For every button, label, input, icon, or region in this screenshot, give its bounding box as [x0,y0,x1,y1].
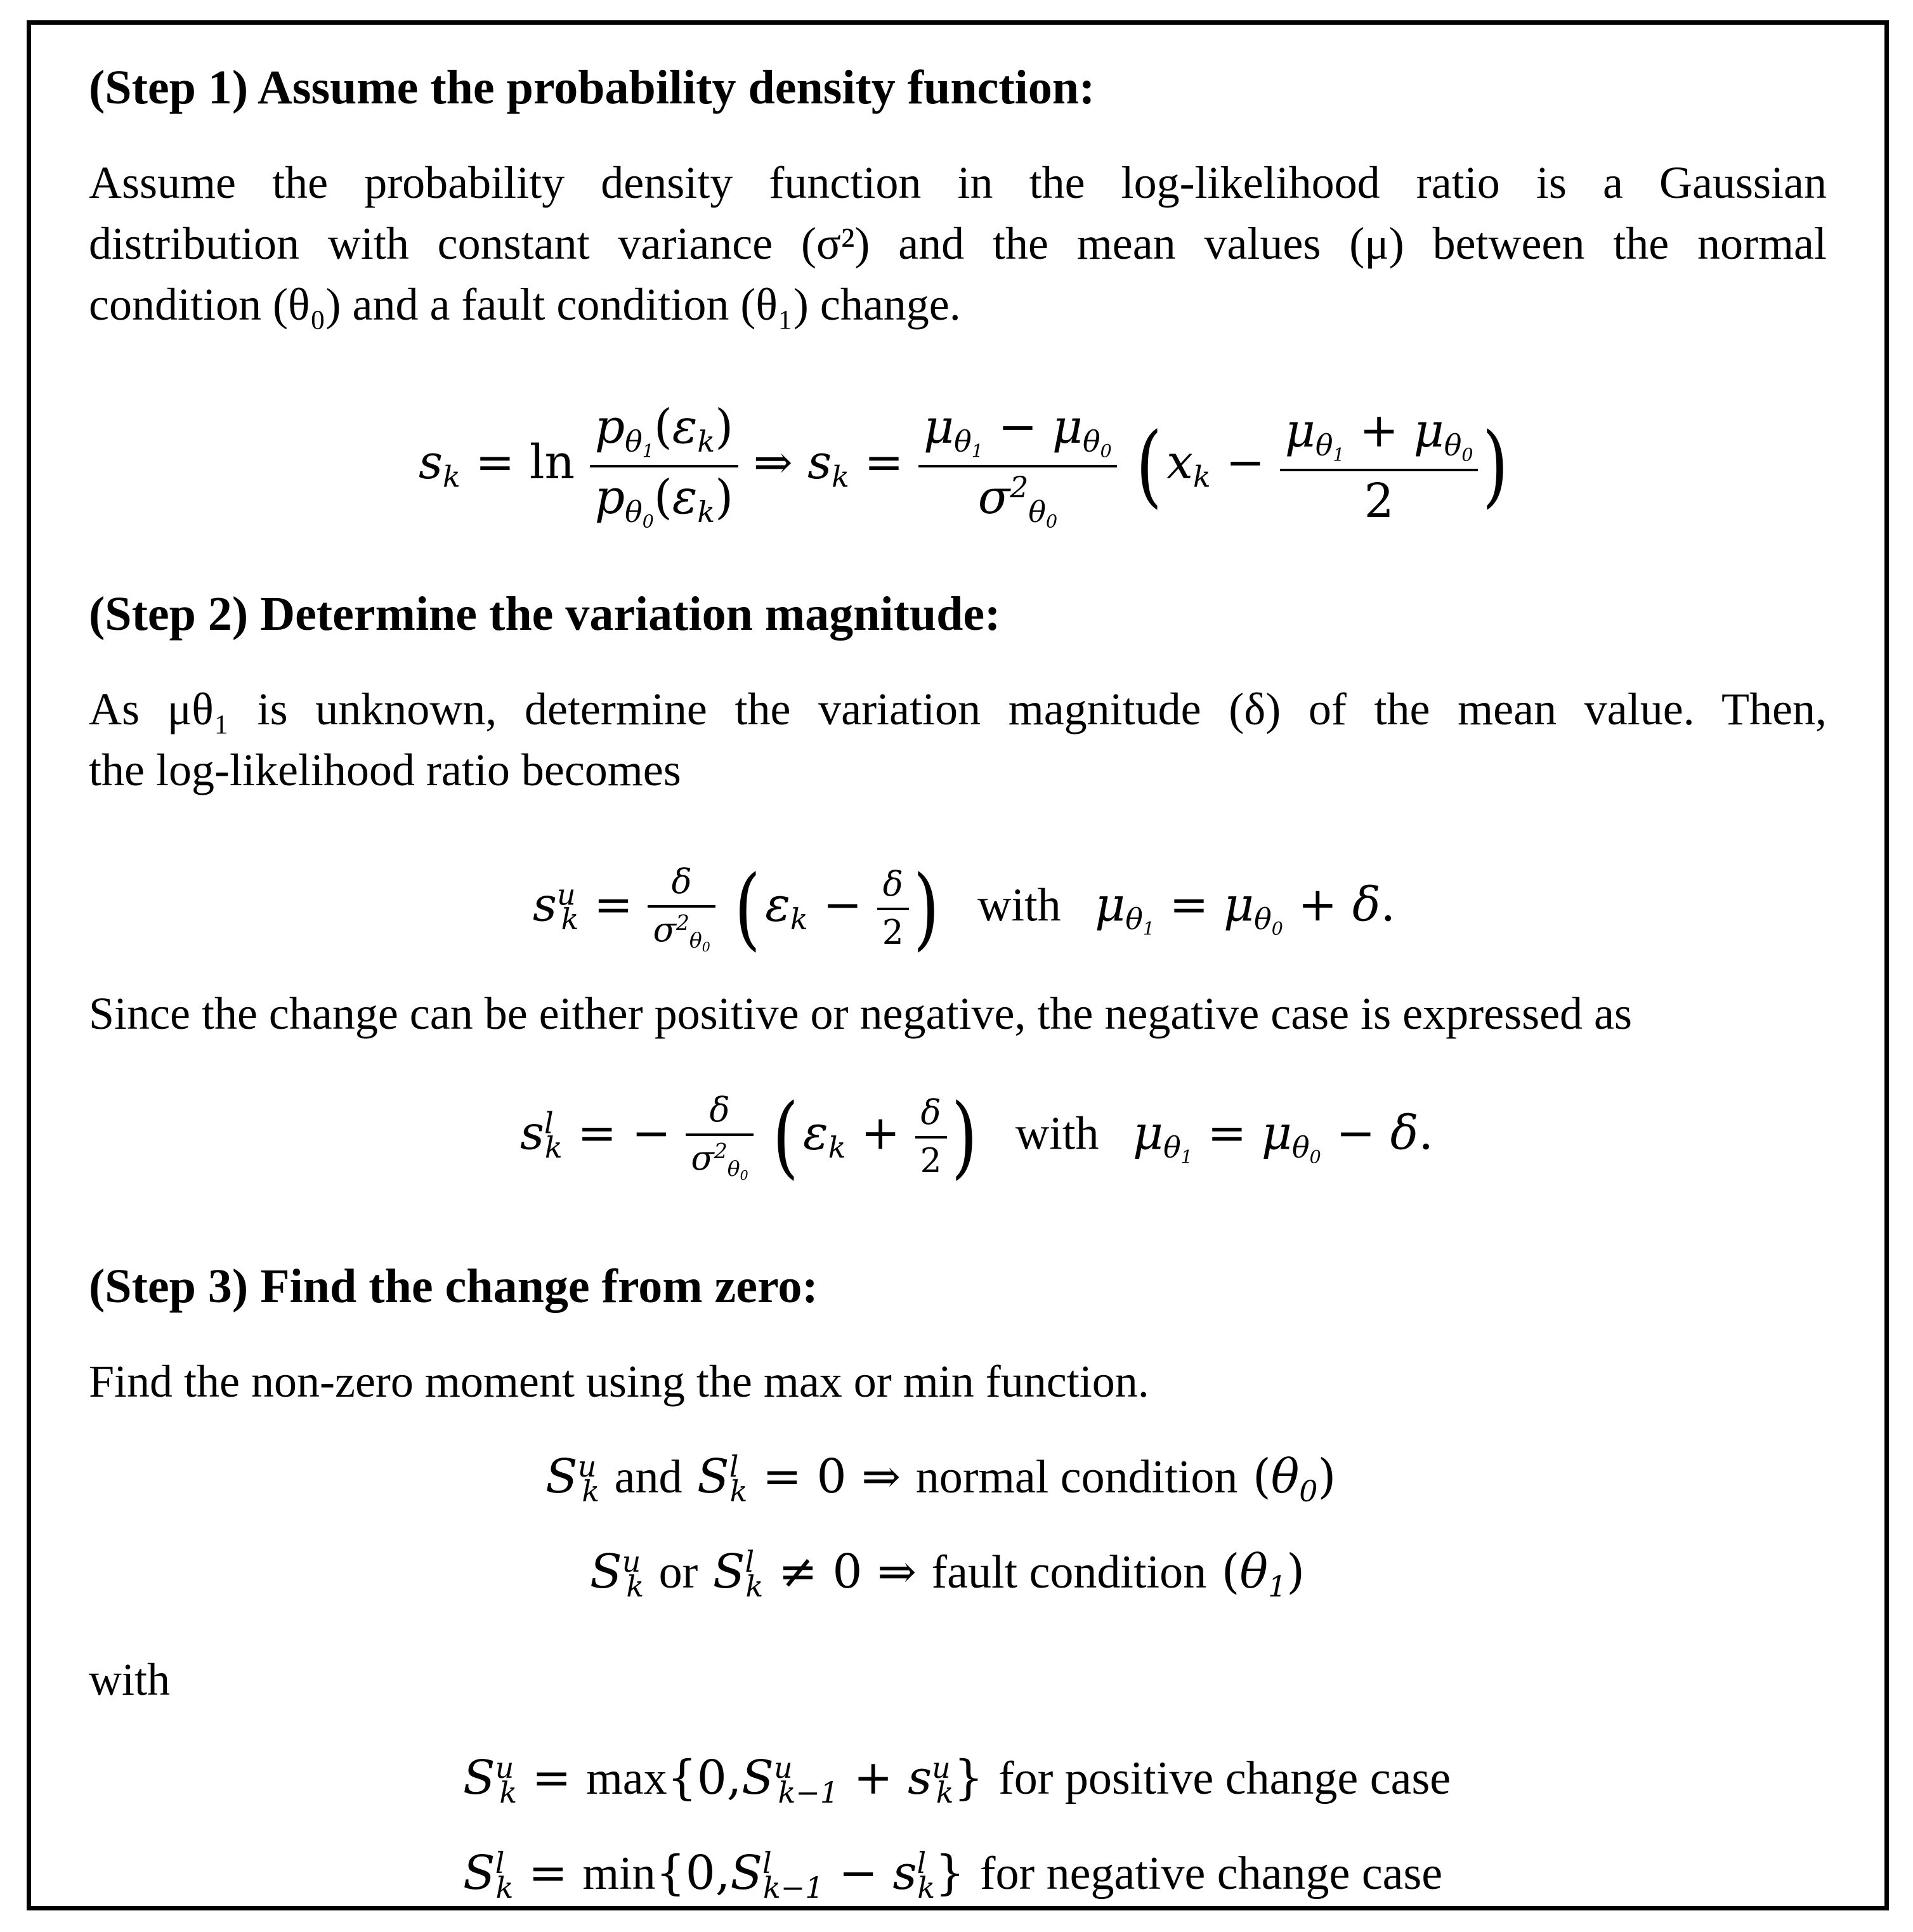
step3-with: with [89,1654,171,1705]
normal-condition-label: normal condition [915,1451,1238,1504]
step2-heading: (Step 2) Determine the variation magnitude: [89,587,1001,641]
step2-upper-with: with [977,879,1061,932]
step1-paragraph-line3: condition (θ₀) and a fault condition (θ₁) change. [89,279,961,330]
step3-normal-rule: $S^u_k$ and $S^l_k = 0$ ⇒ normal condition $(\theta_0)$ [545,1449,1336,1508]
step2-paragraph [89,679,1827,800]
step2-lower-with: with [1015,1107,1099,1160]
step3-heading: (Step 3) Find the change from zero: [89,1260,818,1313]
step2-sentence: Since the change can be either positive or negative, the negative case is expressed as [89,988,1633,1039]
step2-equation-lower: $s^l_k$ = − $\frac{\delta}{\sigma^2_{\theta_0}}$ ($\varepsilon_k$ + $\frac{\delta}{2}$ ) with $\mu_{\theta_1} = \mu_{\theta_0} - \delta$. [520,1085,1433,1189]
step3-min-rule: $S^l_k = \min\{0,S^l_{k-1} - s^l_k\}$ for negative change case [463,1846,1443,1905]
fault-condition-label: fault condition [931,1546,1207,1599]
step2-paragraph-line1: As μθ₁ is unknown, determine the variation magnitude (δ) of the mean value. Then, [89,684,1827,734]
positive-case-label: for positive change case [998,1753,1451,1805]
step1-equation: $s_k = \ln$ $\frac{p_{\theta_1}(\varepsilon_k)}{p_{\theta_0}(\varepsilon_k)}$ ⇒ $s_k$ = $\frac{\mu_{\theta_1} - \mu_{\theta_0}}{\sigma^2_{\theta_0}}$ ($x_k$ − $\frac{\mu_{\theta_1} + \mu_{\theta_0}}{2}$ ) [419,400,1509,532]
step3-paragraph: Find the non-zero moment using the max or min function. [89,1356,1149,1407]
max-function: max [586,1753,667,1805]
step1-paragraph-line1: Assume the probability density function in the log-likelihood ratio is a Gaussian [89,157,1827,208]
step1-paragraph [89,152,1827,335]
min-function: min [582,1848,656,1900]
step3-fault-rule: $S^u_k$ or $S^l_k \ne 0$ ⇒ fault condition $(\theta_1)$ [590,1544,1305,1603]
step3-max-rule: $S^u_k = \max\{0,S^u_{k-1} + s^u_k\}$ for positive change case [463,1751,1451,1810]
step2-equation-upper: $s^u_k$ = $\frac{\delta}{\sigma^2_{\theta_0}}$ ($\varepsilon_k$ − $\frac{\delta}{2}$ ) with $\mu_{\theta_1} = \mu_{\theta_0} + \delta$. [533,856,1396,960]
negative-case-label: for negative change case [979,1848,1443,1900]
step1-heading: (Step 1) Assume the probability density function: [89,61,1095,114]
step1-paragraph-line2: distribution with constant variance (σ²) and the mean values (μ) between the normal [89,218,1827,269]
step2-paragraph-line2: the log-likelihood ratio becomes [89,745,681,795]
and-word: and [614,1451,682,1504]
or-word: or [658,1546,698,1599]
